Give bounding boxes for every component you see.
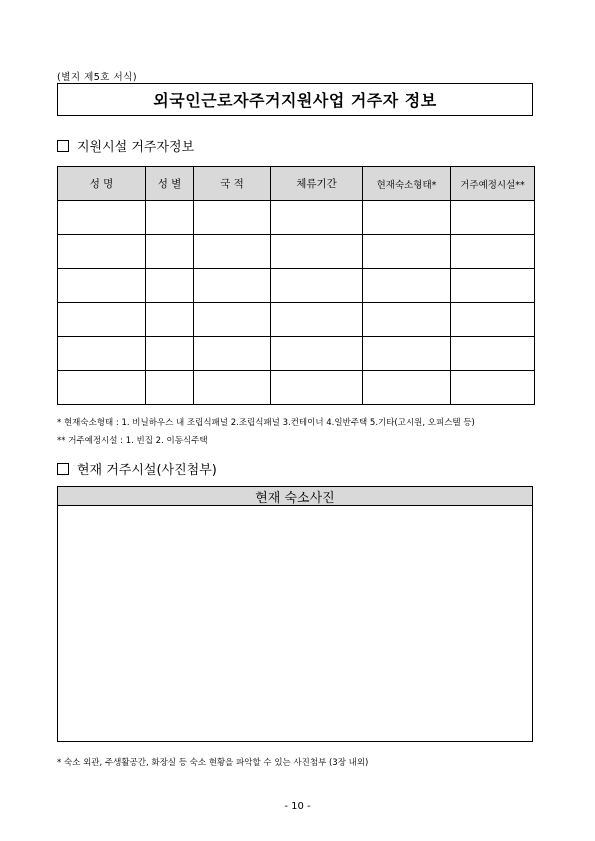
table-cell[interactable] (146, 201, 194, 235)
title-box (57, 83, 533, 116)
footnote-planned-facility: ** 거주예정시설 : 1. 빈집 2. 이동식주택 (57, 436, 208, 446)
table-cell[interactable] (451, 303, 535, 337)
header-gender: 성 별 (146, 167, 194, 201)
header-stay-period: 체류기간 (271, 167, 363, 201)
table-cell[interactable] (194, 303, 271, 337)
table-row (58, 303, 535, 337)
section-heading-text: 지원시설 거주자정보 (77, 140, 195, 155)
table-cell[interactable] (451, 235, 535, 269)
table-cell[interactable] (194, 235, 271, 269)
table-cell[interactable] (58, 235, 146, 269)
header-nationality: 국 적 (194, 167, 271, 201)
table-cell[interactable] (363, 235, 451, 269)
table-row (58, 337, 535, 371)
table-cell[interactable] (146, 371, 194, 405)
footnote-photo: * 숙소 외관, 주생활공간, 화장실 등 숙소 현황을 파악할 수 있는 사진첨부 (3장 내외) (57, 758, 369, 768)
table-row (58, 269, 535, 303)
table-cell[interactable] (271, 371, 363, 405)
table-cell[interactable] (146, 337, 194, 371)
section-heading-text: 현재 거주시설(사진첨부) (77, 463, 217, 478)
page-number: - 10 - (284, 801, 311, 812)
table-cell[interactable] (58, 337, 146, 371)
table-cell[interactable] (194, 201, 271, 235)
table-cell[interactable] (194, 371, 271, 405)
table-cell[interactable] (271, 235, 363, 269)
table-cell[interactable] (451, 269, 535, 303)
resident-info-table (57, 166, 535, 405)
table-cell[interactable] (363, 269, 451, 303)
table-cell[interactable] (363, 303, 451, 337)
table-cell[interactable] (271, 201, 363, 235)
table-row (58, 235, 535, 269)
form-label: (별지 제5호 서식) (57, 72, 138, 83)
table-header-row (58, 167, 535, 201)
photo-attachment-box[interactable] (57, 486, 533, 742)
table-cell[interactable] (58, 371, 146, 405)
section-heading-current-housing (57, 459, 217, 478)
table-cell[interactable] (58, 201, 146, 235)
footnote-housing-type: * 현재숙소형태 : 1. 비닐하우스 내 조립식패널 2.조립식패널 3.컨테이너 4.일반주택 5.기타(고시원, 오피스텔 등) (57, 418, 475, 428)
table-cell[interactable] (363, 371, 451, 405)
table-cell[interactable] (363, 337, 451, 371)
table-row (58, 201, 535, 235)
table-cell[interactable] (271, 269, 363, 303)
table-cell[interactable] (271, 337, 363, 371)
table-cell[interactable] (194, 269, 271, 303)
header-current-housing: 현재숙소형태* (363, 167, 451, 201)
table-cell[interactable] (146, 303, 194, 337)
table-cell[interactable] (451, 201, 535, 235)
photo-box-header: 현재 숙소사진 (58, 487, 532, 506)
document-title: 외국인근로자주거지원사업 거주자 정보 (153, 91, 437, 110)
table-cell[interactable] (451, 337, 535, 371)
table-cell[interactable] (58, 269, 146, 303)
table-cell[interactable] (146, 269, 194, 303)
section-heading-residents (57, 136, 194, 155)
table-cell[interactable] (146, 235, 194, 269)
table-cell[interactable] (58, 303, 146, 337)
table-row (58, 371, 535, 405)
table-cell[interactable] (271, 303, 363, 337)
checkbox-icon (57, 140, 69, 152)
table-cell[interactable] (194, 337, 271, 371)
header-name: 성 명 (58, 167, 146, 201)
table-cell[interactable] (363, 201, 451, 235)
header-planned-facility: 거주예정시설** (451, 167, 535, 201)
checkbox-icon (57, 463, 69, 475)
table-cell[interactable] (451, 371, 535, 405)
